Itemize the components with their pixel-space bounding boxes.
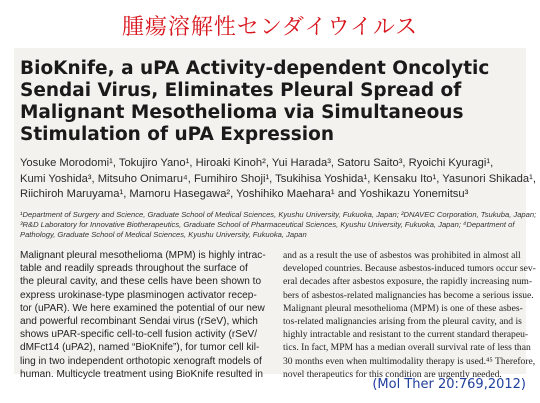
body-line: and as a result the use of asbestos was prohibited in almost all xyxy=(283,250,521,261)
body-line: tics. In fact, MPM has a median overall survival rate of less than xyxy=(283,342,531,354)
abstract-line: dMFct14 (uPA2), named “BioKnife”), for tumor cell kil- xyxy=(20,342,260,354)
affiliation-line: Pathology, Graduate School of Medical Sciences, Kyushu University, Fukuoka, Japan xyxy=(20,230,307,239)
abstract-line: shows uPAR-specific cell-to-cell fusion activity (rSeV/ xyxy=(20,329,258,341)
body-line: bers of asbestos-related malignancies has become a serious issue. xyxy=(283,289,534,301)
abstract-line: table and readily spreads throughout the surface of xyxy=(20,263,248,275)
affiliations xyxy=(20,210,537,240)
author-line: Yosuke Morodomi¹, Tokujiro Yano¹, Hiroaki Kinoh², Yui Harada³, Satoru Saito³, Ryoichi Kyuragi¹, xyxy=(20,157,494,169)
abstract-line: and powerful recombinant Sendai virus (rSeV), which xyxy=(20,316,258,328)
abstract-line: tor (uPAR). We here examined the potential of our new xyxy=(20,302,265,314)
body-line: tos-related malignancies arising from the pleural cavity, and is xyxy=(283,316,522,328)
body-line: novel therapeutics for this condition are urgently needed. xyxy=(283,368,502,380)
body-line: 30 months even when multimodality therapy is used.⁴⁵ Therefore, xyxy=(283,355,536,367)
affiliation-line: ³R&D Laboratory for Innovative Biotherapeutics, Graduate School of Pharmaceutical Sciences, Kyushu University, Fukuoka, Japan; ⁴Department of xyxy=(20,220,515,229)
author-list xyxy=(20,156,536,203)
body-line: Malignant pleural mesothelioma (MPM) is one of these asbes- xyxy=(283,302,523,314)
body-column xyxy=(283,249,536,381)
body-line: eral decades after asbestos exposure, the rapidly increasing num- xyxy=(283,276,533,288)
japanese-heading: 腫瘍溶解性センダイウイルス xyxy=(121,15,419,40)
abstract-line: human. Multicycle treatment using BioKnife resulted in xyxy=(20,368,263,380)
author-line: Riichiroh Maruyama¹, Mamoru Hasegawa², Yoshihiko Maehara¹ and Yoshikazu Yonemitsu³ xyxy=(20,188,469,200)
paper-title: BioKnife, a uPA Activity-dependent Oncolytic Sendai Virus, Eliminates Pleural Spread of Malignant Mesothelioma via Simultaneous Stimulation of uPA Expression xyxy=(20,58,490,145)
affiliation-line: ¹Department of Surgery and Science, Graduate School of Medical Sciences, Kyushu University, Fukuoka, Japan; ²DNAVEC Corporation, Tsukuba, Japan; xyxy=(20,210,537,219)
journal-citation: (Mol Ther 20:769,2012) xyxy=(372,377,526,392)
abstract-column xyxy=(20,249,270,381)
body-line: highly intractable and resistant to the current standard therapeu- xyxy=(283,329,529,341)
abstract-line: Malignant pleural mesothelioma (MPM) is highly intrac- xyxy=(20,250,266,261)
abstract-line: the pleural cavity, and these cells have been shown to xyxy=(20,276,262,288)
author-line: Kumi Yoshida³, Mitsuho Onimaru⁴, Fumihiro Shoji¹, Tsukihisa Yoshida¹, Kensaku Ito¹, Yasunori Shikada¹, xyxy=(20,172,536,185)
abstract-line: express urokinase-type plasminogen activator recep- xyxy=(20,289,257,301)
abstract-line: ling in two independent orthotopic xenograft models of xyxy=(20,355,262,367)
body-line: developed countries. Because asbestos-induced tumors occur sev- xyxy=(283,263,536,275)
